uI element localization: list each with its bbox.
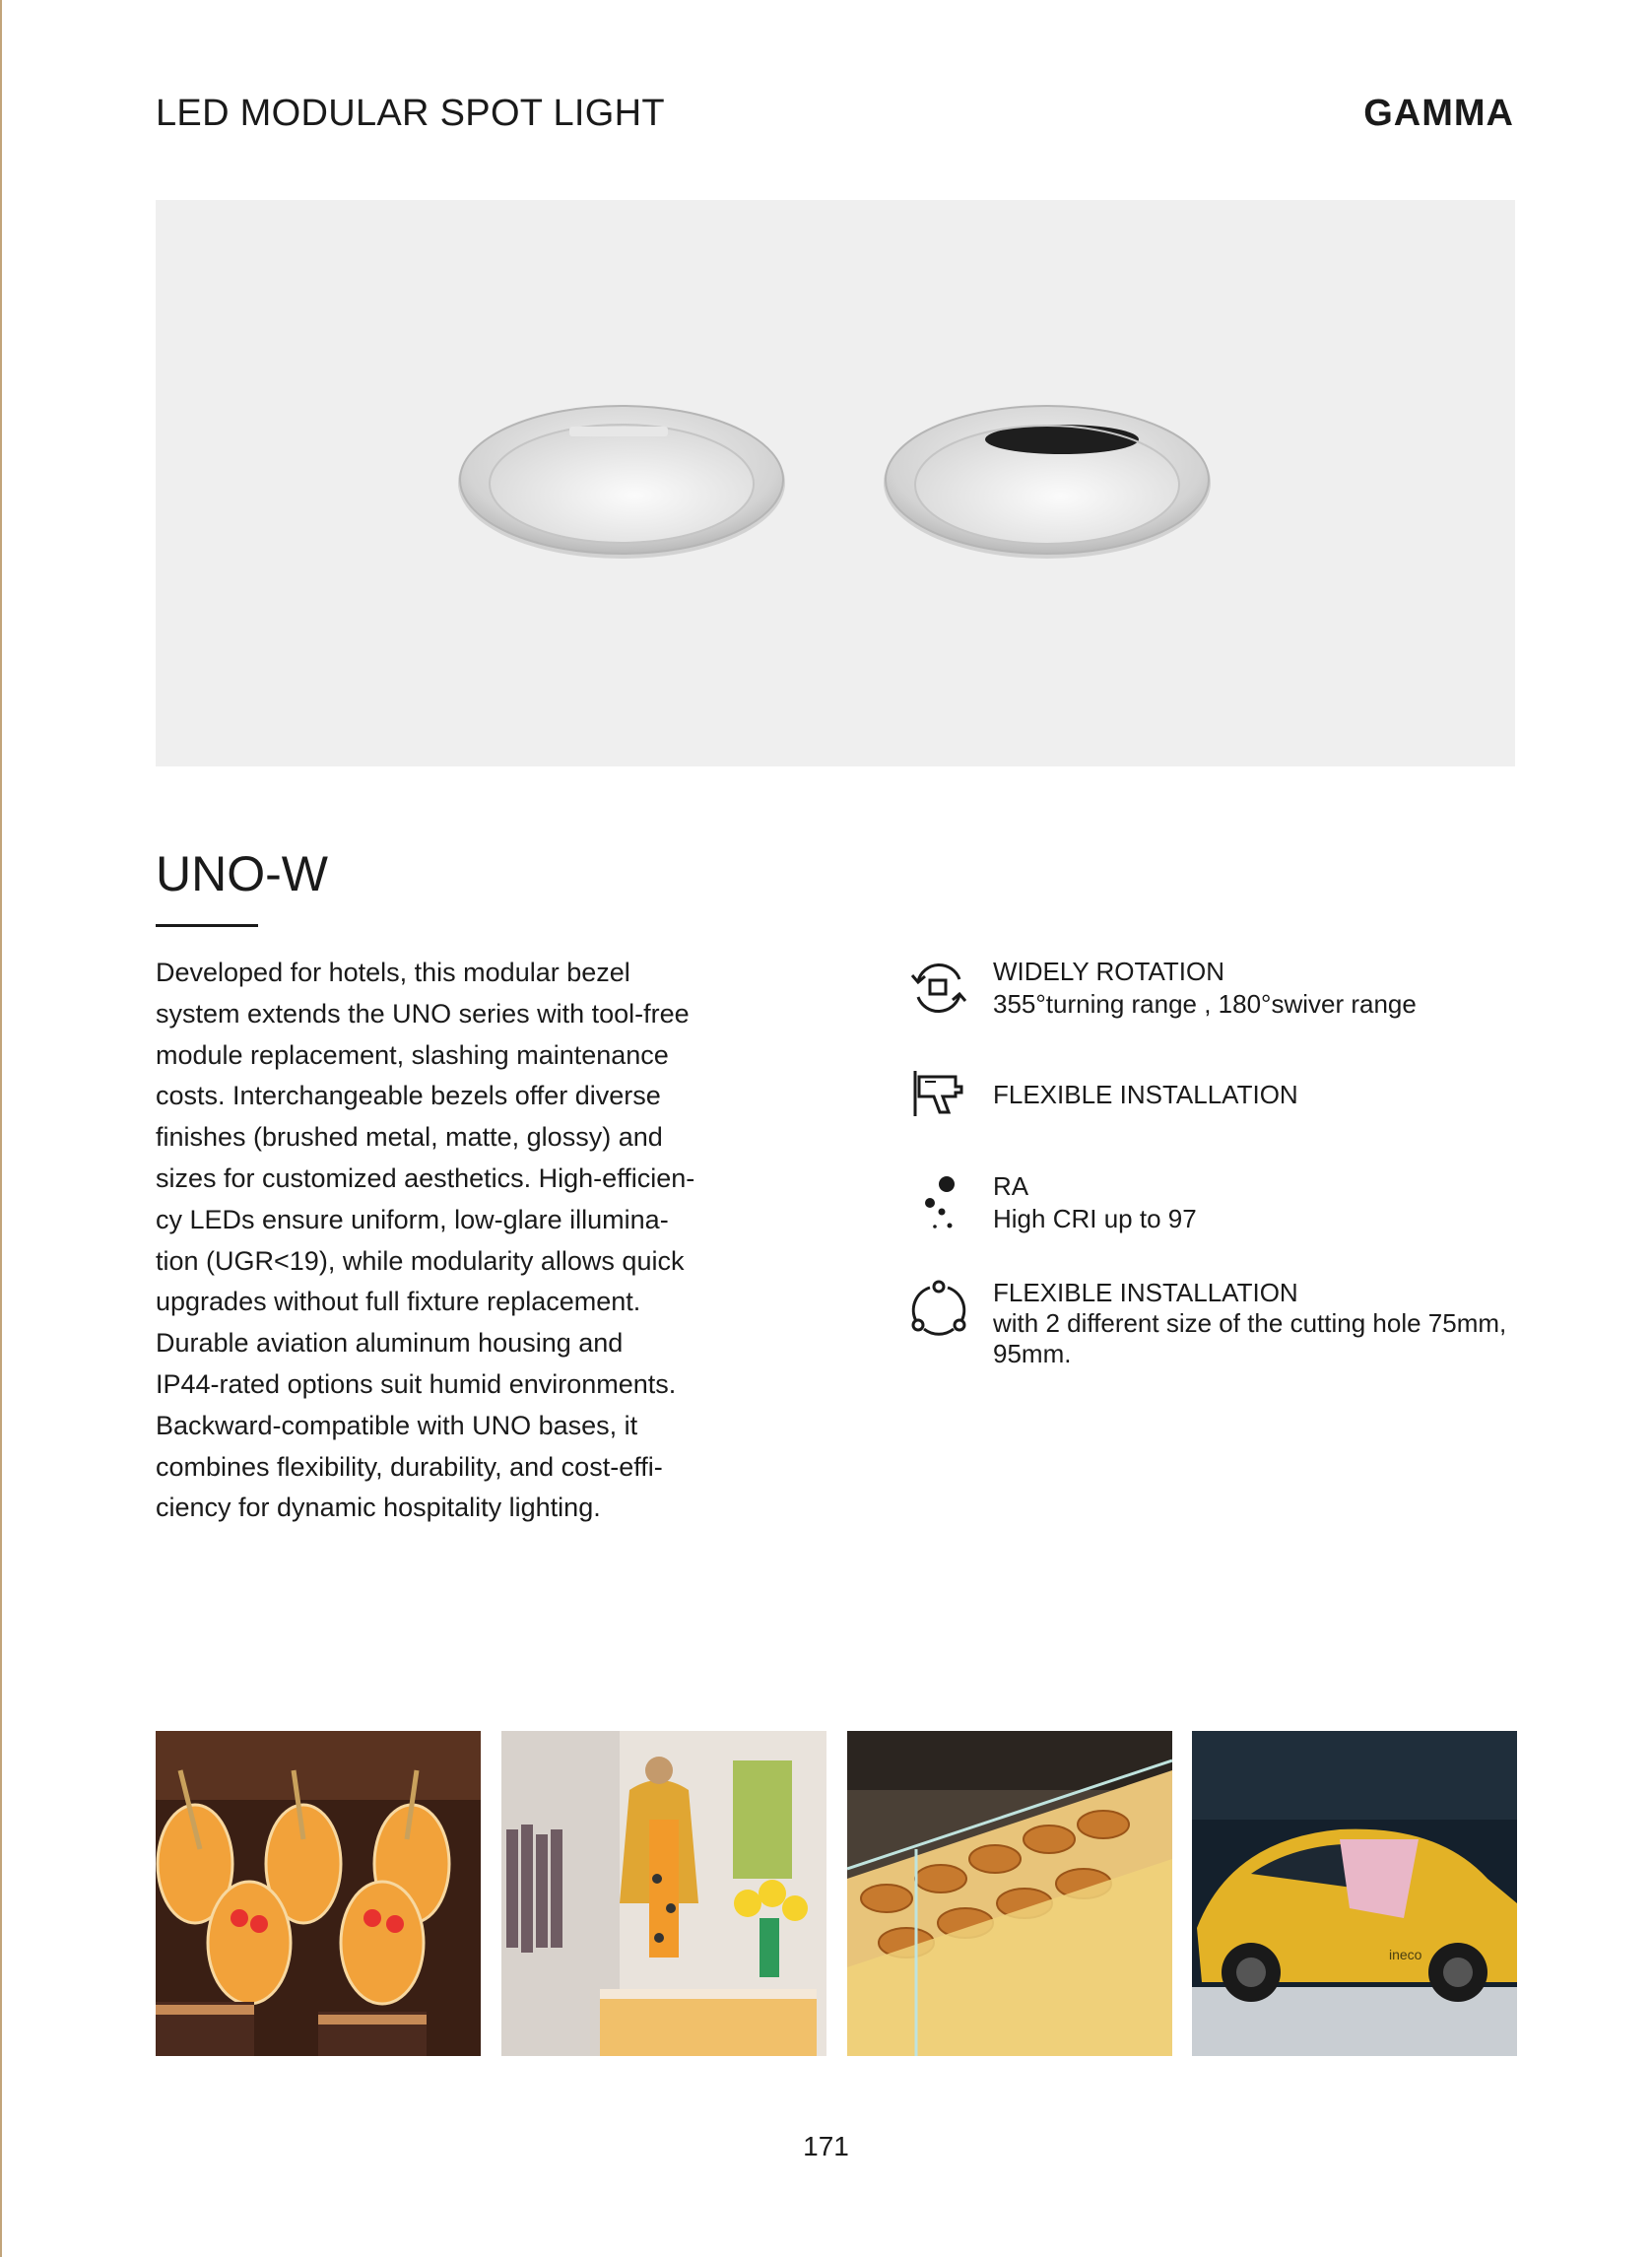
section-title: LED MODULAR SPOT LIGHT <box>156 93 665 134</box>
description-line: system extends the UNO series with tool-free <box>156 998 690 1029</box>
feature-title: FLEXIBLE INSTALLATION <box>993 1278 1298 1307</box>
brand-logo: GAMMA <box>1363 93 1514 134</box>
fashion-store-image <box>501 1731 826 2056</box>
feature-title: FLEXIBLE INSTALLATION <box>993 1080 1298 1109</box>
description-line: Durable aviation aluminum housing and <box>156 1328 624 1359</box>
description-line: Backward-compatible with UNO bases, it <box>156 1410 638 1440</box>
spotlight-illustration <box>156 200 1515 766</box>
title-underline <box>156 924 258 927</box>
description-line: Developed for hotels, this modular bezel <box>156 958 630 987</box>
desserts-image <box>156 1731 481 2056</box>
feature-desc: High CRI up to 97 <box>993 1204 1197 1233</box>
drill-icon <box>906 1067 971 1132</box>
description-line: upgrades without full fixture replacement. <box>156 1287 641 1317</box>
description-line: combines flexibility, durability, and cost-effi- <box>156 1451 663 1482</box>
description-line: tion (UGR<19), while modularity allows quick <box>156 1245 685 1276</box>
feature-desc: 355°turning range , 180°swiver range <box>993 989 1417 1019</box>
application-photo-car <box>1192 1731 1517 2056</box>
description-line: finishes (brushed metal, matte, glossy) and <box>156 1122 663 1153</box>
application-photo-desserts <box>156 1731 481 2056</box>
application-photo-bakery <box>847 1731 1172 2056</box>
description-line: costs. Interchangeable bezels offer diverse <box>156 1081 661 1111</box>
spotlight-left <box>458 406 785 559</box>
product-description <box>156 953 737 1529</box>
car-badge: ineco <box>1389 1947 1422 1962</box>
rotation-icon <box>906 956 971 1021</box>
description-line: cy LEDs ensure uniform, low-glare illumina- <box>156 1204 669 1234</box>
description-line: sizes for customized aesthetics. High-efficien- <box>156 1162 695 1193</box>
page-number: 171 <box>803 2131 849 2161</box>
description-line: ciency for dynamic hospitality lighting. <box>156 1493 601 1523</box>
cutting-hole-icon <box>906 1278 971 1343</box>
bakery-display-image <box>847 1731 1172 2056</box>
feature-title: WIDELY ROTATION <box>993 957 1224 986</box>
feature-desc: with 2 different size of the cutting hole 75mm, 95mm. <box>993 1308 1507 1368</box>
product-name: UNO-W <box>156 846 328 901</box>
description-line: module replacement, slashing maintenance <box>156 1039 669 1070</box>
product-hero-image <box>156 200 1515 766</box>
application-photo-fashion <box>501 1731 826 2056</box>
description-line: IP44-rated options suit humid environments. <box>156 1368 677 1399</box>
cri-dots-icon <box>906 1170 971 1235</box>
page-edge-strip <box>0 0 2 2257</box>
feature-title: RA <box>993 1171 1029 1201</box>
spotlight-right <box>884 406 1211 559</box>
car-showroom-image <box>1192 1731 1517 2056</box>
